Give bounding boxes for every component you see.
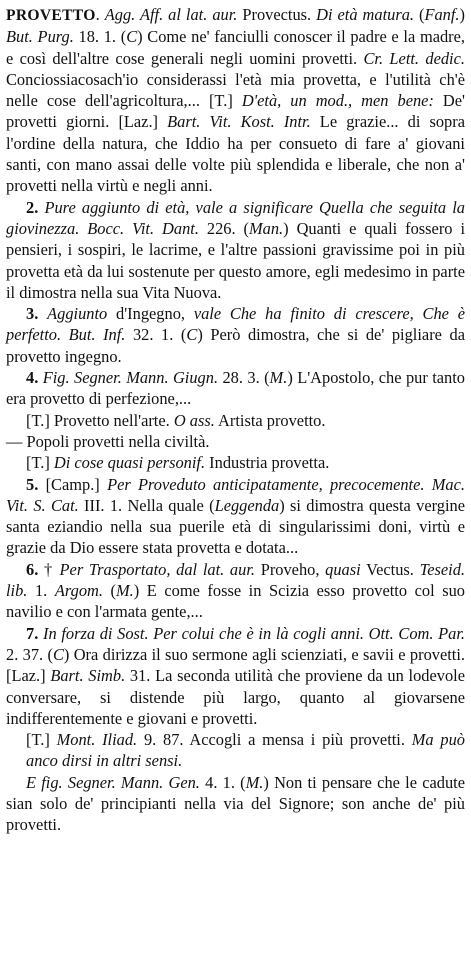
sense-number: 7. [26,623,43,643]
italic-text: C [186,325,198,345]
sense-number: 2. [26,197,45,217]
entry-text: 28. 3. ( [218,368,270,388]
entry-text: 2. 37. ( [6,644,53,664]
entry-text: ) Quanti e quali fossero i pensieri, i sospiri, le lacrime, e l'altre passioni gravissime poi in più provetta età da lui sostenute per questo amore, egli medesimo in parte il dimostra nella sua Vita Nuova. [6,218,466,302]
italic-text: E fig. Segner. Mann. Gen. [26,772,200,792]
entry-text: [Camp.] [45,474,108,494]
italic-text: Aggiunto [47,304,108,324]
entry-paragraph-p7 [6,452,465,473]
italic-text: M. [269,368,288,388]
entry-text: [T.] Provetto nell'arte. [26,410,174,430]
italic-text: Fig. Segner. Mann. Giugn. [42,368,219,388]
entry-text: 9. 87. Accogli a mensa i più provetti. [137,730,412,750]
entry-text: ) si dimostra questa vergine santa eziandio nella sua puerile età di singularissimi doni, virtù e grazie da Dio essere stata provetta e dotata... [6,495,466,558]
entry-paragraph-p8 [6,474,465,559]
entry-text: ) L'Apostolo, che pur tanto era provetto di perfezione,... [6,368,465,409]
italic-text: Man. [249,218,284,238]
italic-text: Teseid. lib. [6,559,466,601]
entry-text: 226. ( [198,218,250,238]
italic-text: M. [115,581,134,601]
entry-paragraph-p3 [6,303,465,367]
italic-text: quasi [325,559,361,579]
headword: PROVETTO [6,7,96,24]
entry-text: III. 1. Nella quale ( [78,495,215,515]
entry-paragraph-p2 [6,197,465,303]
entry-paragraph-p5 [6,410,465,431]
sense-number: 5. [26,474,46,494]
italic-text: Leggenda [214,495,280,515]
entry-paragraph-p1 [6,4,465,197]
entry-paragraph-p11 [6,729,465,772]
italic-text: vale Che ha finito di crescere, Che è perfetto. But. Inf. [6,304,466,345]
italic-text: Bart. Vit. Kost. Intr. [167,112,311,132]
entry-text: ) Però dimostra, che si de' pigliare da provetto ingegno. [6,325,465,366]
entry-text: 18. 1. ( [73,27,127,47]
italic-text: Fanf. [424,5,460,24]
entry-text: Le grazie... di sopra l'ordine della natura, che Iddio ha per consueto di fare a' giovani santi, con mano assai delle volte più splendida e liberale, che non a' provetti nella virtù e negli anni. [6,112,465,196]
entry-text: † [44,559,60,579]
sense-number: 6. [26,559,45,579]
entry-text: ) [459,5,465,24]
entry-text: Vectus. [360,559,420,579]
entry-text: ) Ora dirizza il suo sermone agli scienziati, e savii e provetti. [Laz.] [6,644,466,686]
entry-text: Industria provetta. [205,453,330,473]
entry-text: . [95,5,105,24]
entry-text: d'Ingegno, [107,304,194,324]
italic-text: Bart. Simb. [50,666,126,686]
italic-text: C [126,27,138,47]
entry-text: Artista provetto. [214,410,326,430]
entry-text: ) Non ti pensare che le cadute sian solo de' principianti nella via del Signore; son anche de' più provetti. [6,772,465,835]
italic-text: Mont. Iliad. [56,730,138,750]
entry-text: ) E come fosse in Scizia esso provetto col suo navilio e con l'armata gente,... [6,581,465,622]
entry-text: [T.] [26,453,54,473]
entry-paragraph-p12 [6,772,465,836]
entry-paragraph-p6 [6,431,465,452]
italic-text: Di età matura. [316,5,414,24]
entry-text: Provectus. [237,5,317,24]
entry-text: 31. La seconda utilità che proviene da un lodevole conversare, si distende più largo, quanto al giovarsene indifferentemente e giovani e provetti. [6,666,465,728]
italic-text: Di cose quasi personif. [53,453,206,473]
italic-text: In forza di Sost. Per colui che è in là cogli anni. Ott. Com. Par. [42,623,465,643]
italic-text: Cr. Lett. dedic. [363,48,465,68]
italic-text: Agg. Aff. al lat. aur. [104,5,238,24]
italic-text: Per Proveduto anticipatamente, precocemente. Mac. Vit. S. Cat. [6,474,466,515]
entry-text: 1. [27,581,55,601]
entry-text: ) Come ne' fanciulli conoscer il padre e la madre, e così dell'altre cose generali negli uomini provetti. [6,27,465,68]
italic-text: O ass. [173,410,215,430]
italic-text: Per Trasportato, dal lat. aur. [59,559,255,579]
entry-text: De' provetti giorni. [Laz.] [6,91,465,132]
entry-text: ( [102,581,116,601]
entry-text: 4. 1. ( [199,772,246,792]
entry-text: [T.] [26,730,57,750]
entry-paragraph-p10 [6,623,465,729]
entry-text: 32. 1. ( [125,325,187,345]
italic-text: C [52,644,64,664]
entry-text: ( [414,5,425,24]
sense-number: 4. [26,368,43,388]
entry-text: Proveho, [255,559,326,579]
sense-number: 3. [26,304,48,324]
italic-text: But. Purg. [6,27,74,47]
entry-paragraph-p4 [6,367,465,410]
entry-text: — Popoli provetti nella civiltà. [6,431,210,451]
italic-text: M. [245,772,264,792]
entry-text: Conciossiacosach'io considerassi l'età mia provetta, e l'utilità ch'è nelle cose dell'agricoltura,... [T.] [6,69,465,111]
italic-text: Ma può anco dirsi in altri sensi. [26,730,465,771]
italic-text: D'età, un mod., men bene: [241,91,434,111]
italic-text: Argom. [54,581,103,601]
entry-paragraph-p9 [6,559,465,623]
italic-text: Pure aggiunto di età, vale a significare Quella che seguita la giovinezza. Bocc. Vit. Dant. [6,197,466,238]
